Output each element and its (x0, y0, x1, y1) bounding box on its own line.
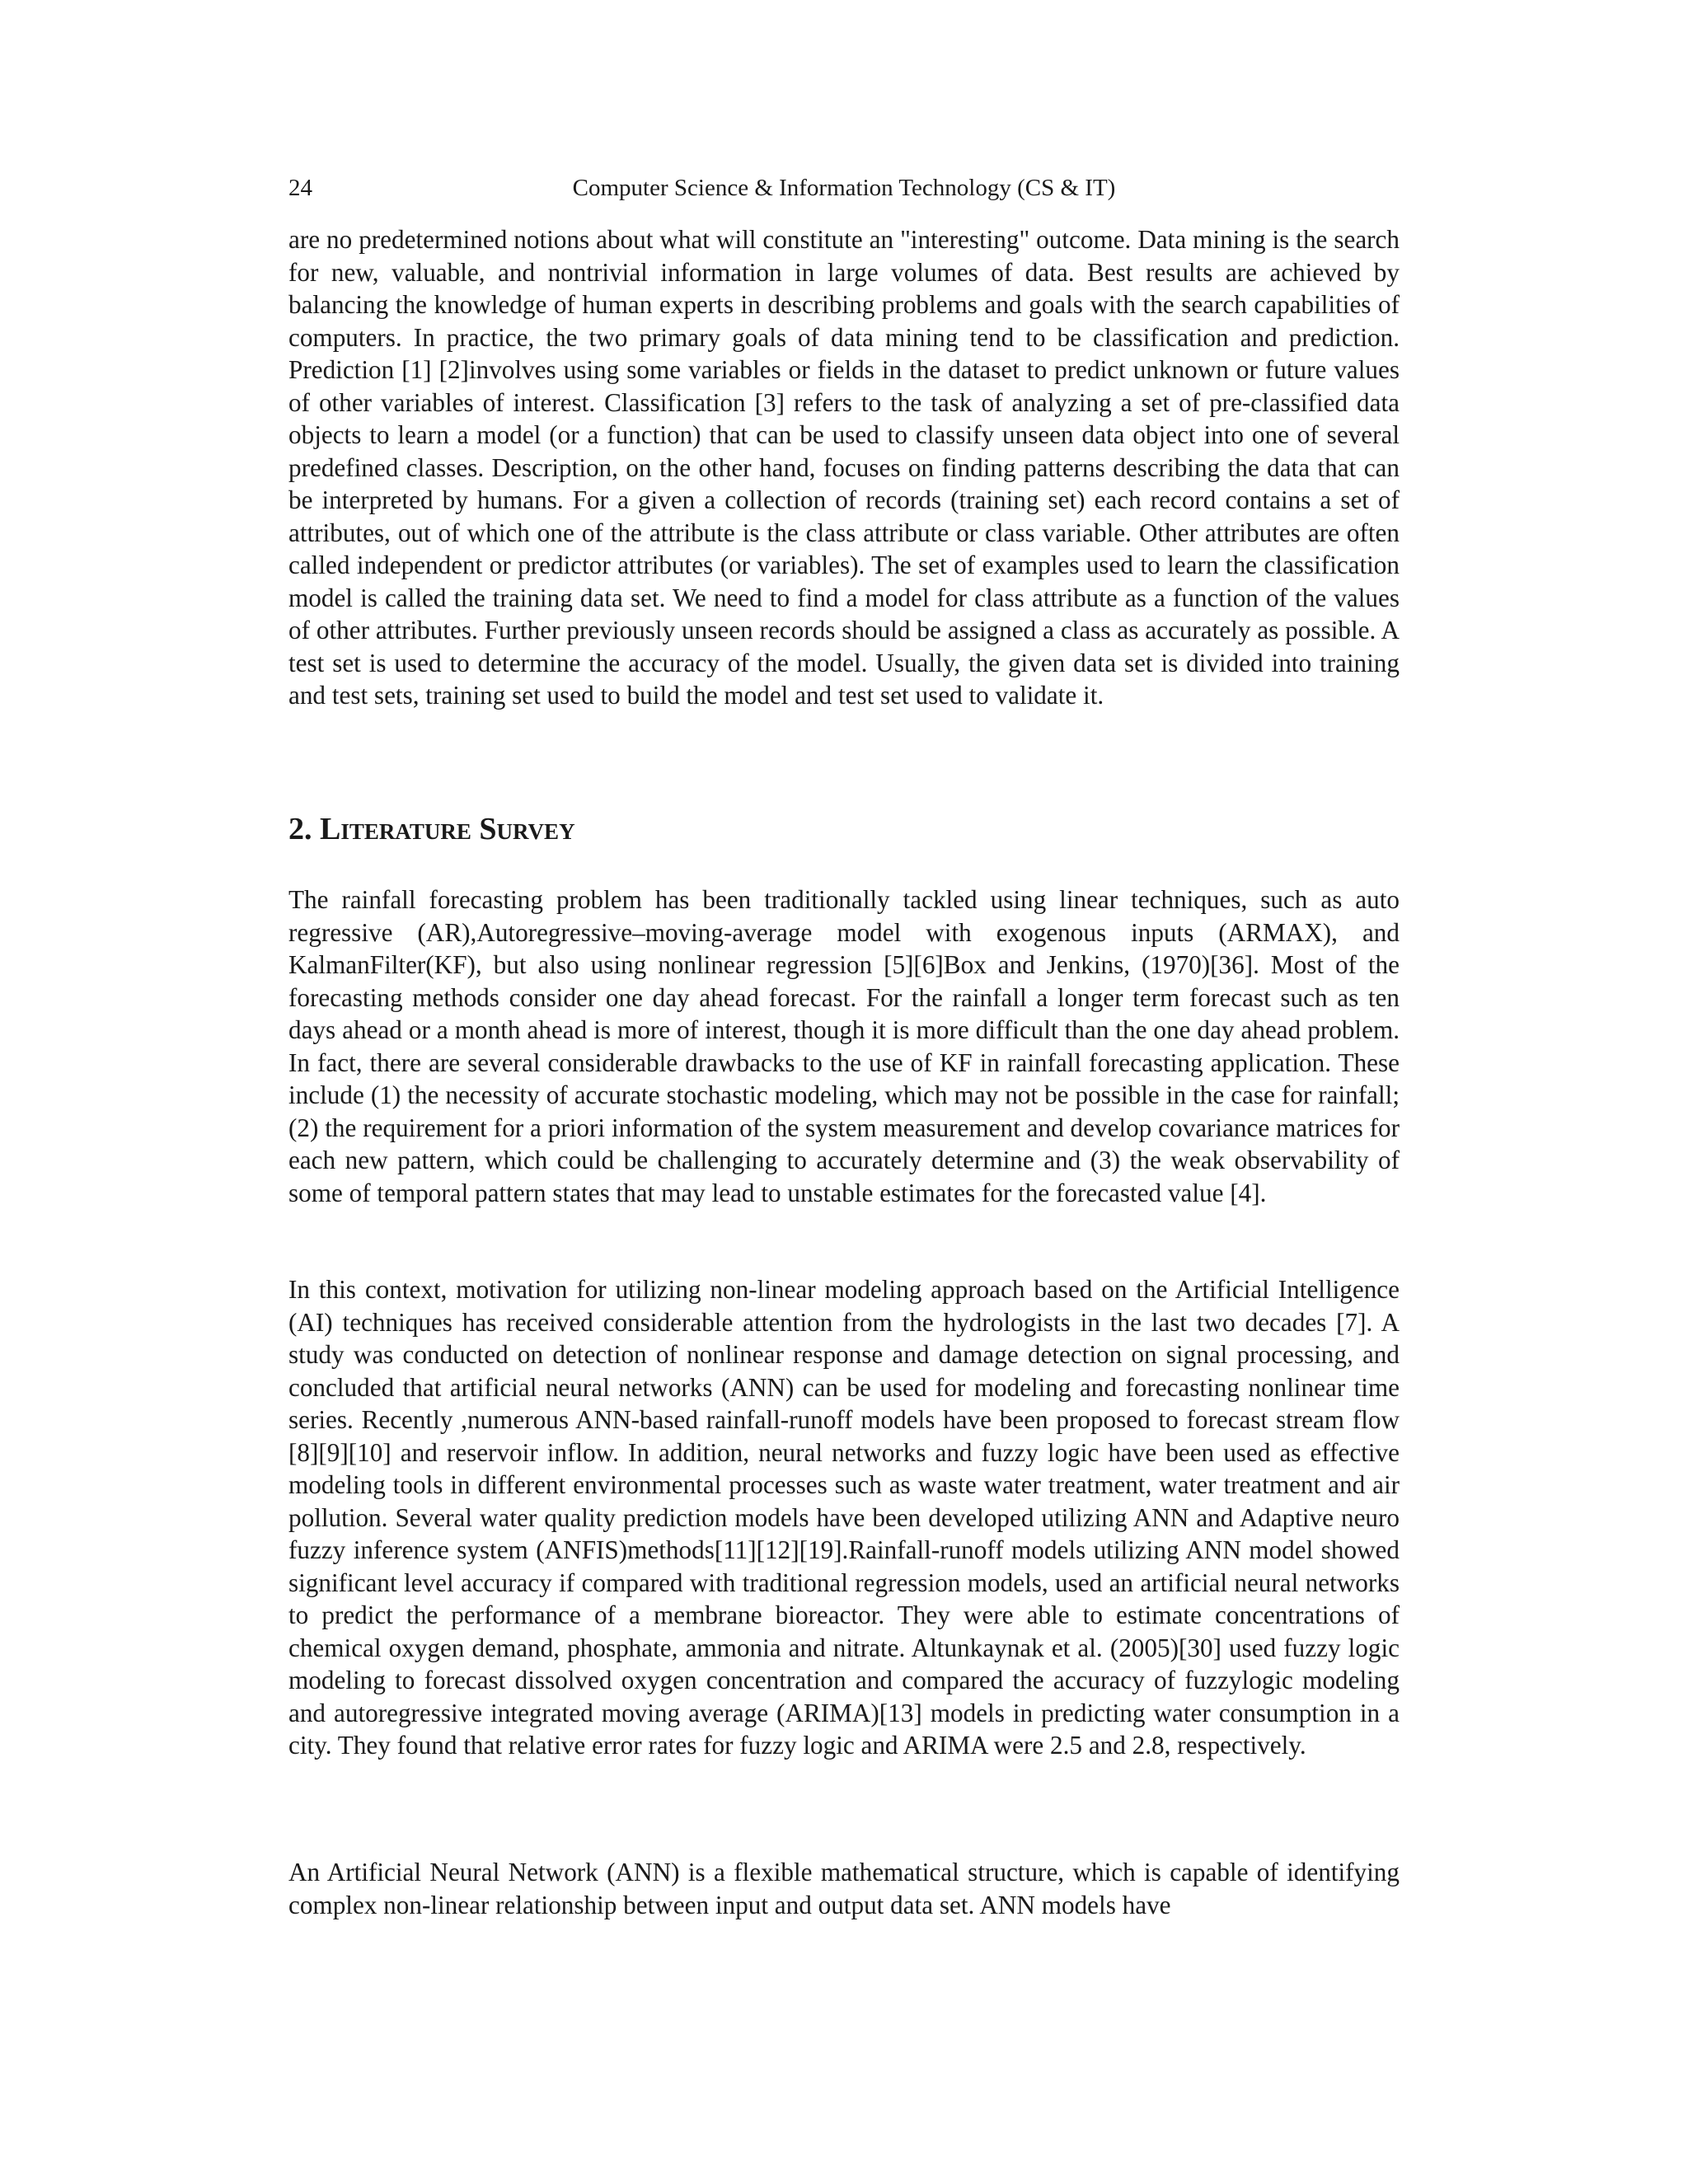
running-header (288, 171, 1400, 204)
paragraph-text: In this context, motivation for utilizing non-linear modeling approach based on the Artificial Intelligence (AI) techniques has received considerable attention from the hydrologists in the last two decades [7]. A study was conducted on detection of nonlinear response and damage detection on signal processing, and concluded that artificial neural networks (ANN) can be used for modeling and forecasting nonlinear time series. Recently ,numerous ANN-based rainfall-runoff models have been proposed to forecast stream flow [8][9][10] and reservoir inflow. In addition, neural networks and fuzzy logic have been used as effective modeling tools in different environmental processes such as waste water treatment, water treatment and air pollution. Several water quality prediction models have been developed utilizing ANN and Adaptive neuro fuzzy inference system (ANFIS)methods[11][12][19].Rainfall-runoff models utilizing ANN model showed significant level accuracy if compared with traditional regression models, used an artificial neural networks to predict the performance of a membrane bioreactor. They were able to estimate concentrations of chemical oxygen demand, phosphate, ammonia and nitrate. Altunkaynak et al. (2005)[30] used fuzzy logic modeling to forecast dissolved oxygen concentration and compared the accuracy of fuzzylogic modeling and autoregressive integrated moving average (ARIMA)[13] models in predicting water consumption in a city. They found that relative error rates for fuzzy logic and ARIMA were 2.5 and 2.8, respectively. (288, 1275, 1400, 1760)
page-number: 24 (288, 175, 312, 201)
paragraph-ai-motivation (288, 1273, 1400, 1762)
section-number: 2. (288, 812, 312, 846)
paragraph-intro-continued (288, 223, 1400, 712)
paragraph-text: are no predetermined notions about what will constitute an "interesting" outcome. Data mining is the search for new, valuable, and nontrivial information in large volumes of data. Best results are achieved by balancing the knowledge of human experts in describing problems and goals with the search capabilities of computers. In practice, the two primary goals of data mining tend to be classification and prediction. Prediction [1] [2]involves using some variables or fields in the dataset to predict unknown or future values of other variables of interest. Classification [3] refers to the task of analyzing a set of pre-classified data objects to learn a model (or a function) that can be used to classify unseen data object into one of several predefined classes. Description, on the other hand, focuses on finding patterns describing the data that can be interpreted by humans. For a given a collection of records (training set) each record contains a set of attributes, out of which one of the attribute is the class attribute or class variable. Other attributes are often called independent or predictor attributes (or variables). The set of examples used to learn the classification model is called the training data set. We need to find a model for class attribute as a function of the values of other attributes. Further previously unseen records should be assigned a class as accurately as possible. A test set is used to determine the accuracy of the model. Usually, the given data set is divided into training and test sets, training set used to build the model and test set used to validate it. (288, 225, 1400, 710)
journal-title: Computer Science & Information Technology (CS & IT) (572, 175, 1116, 201)
section-title: Literature Survey (320, 812, 575, 846)
section-heading (288, 810, 1400, 848)
paragraph-text: The rainfall forecasting problem has been traditionally tackled using linear techniques, such as auto regressive (AR),Autoregressive–moving-average model with exogenous inputs (ARMAX), and KalmanFilter(KF), but also using nonlinear regression [5][6]Box and Jenkins, (1970)[36]. Most of the forecasting methods consider one day ahead forecast. For the rainfall a longer term forecast such as ten days ahead or a month ahead is more of interest, though it is more difficult than the one day ahead problem. In fact, there are several considerable drawbacks to the use of KF in rainfall forecasting application. These include (1) the necessity of accurate stochastic modeling, which may not be possible in the case for rainfall; (2) the requirement for a priori information of the system measurement and develop covariance matrices for each new pattern, which could be challenging to accurately determine and (3) the weak observability of some of temporal pattern states that may lead to unstable estimates for the forecasted value [4]. (288, 885, 1400, 1207)
paragraph-text: An Artificial Neural Network (ANN) is a flexible mathematical structure, which is capable of identifying complex non-linear relationship between input and output data set. ANN models have (288, 1858, 1400, 1919)
paragraph-ann-intro (288, 1856, 1400, 1921)
paragraph-rainfall-forecasting (288, 883, 1400, 1209)
